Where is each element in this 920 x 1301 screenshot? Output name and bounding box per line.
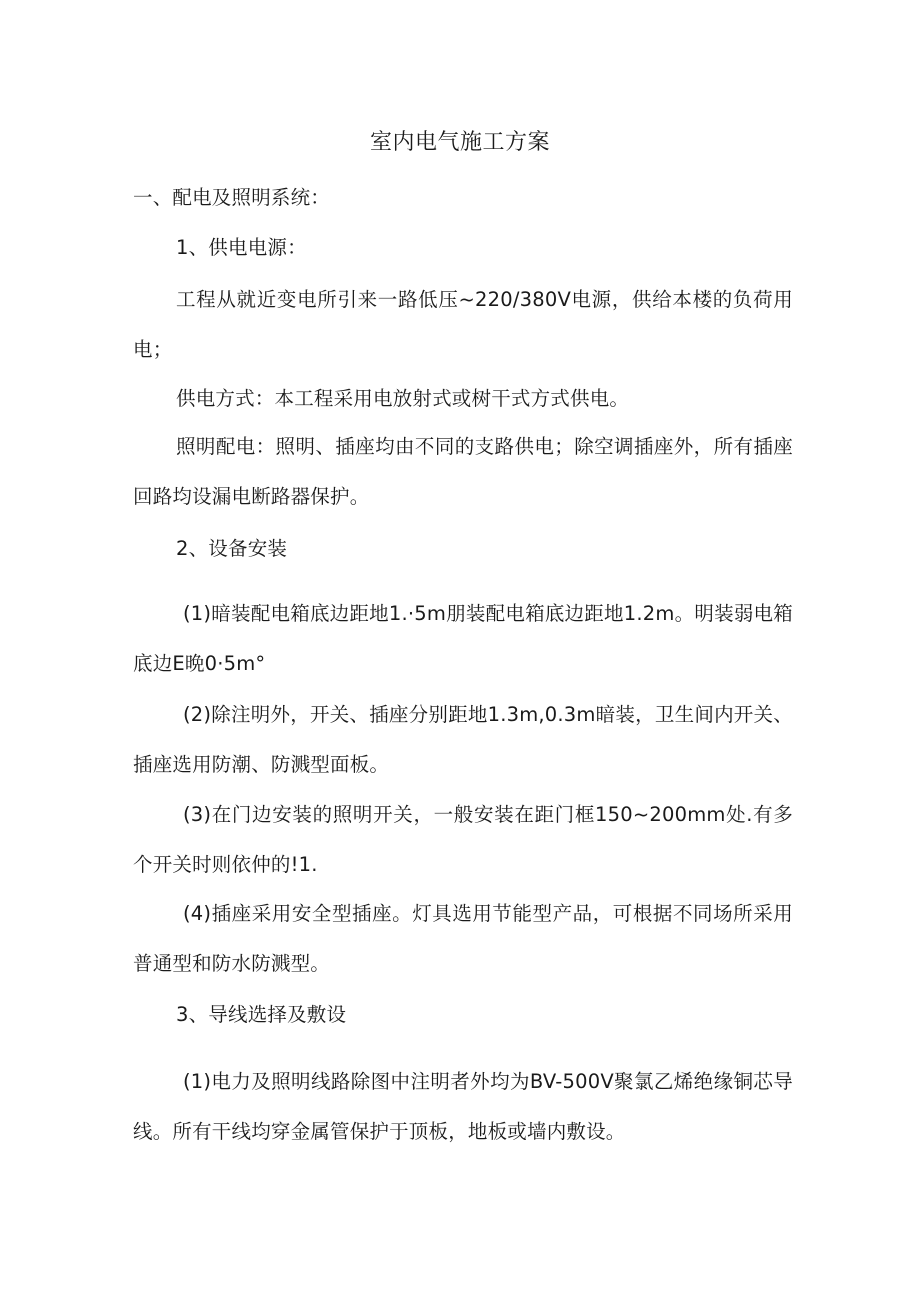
document-title: 室内电气施工方案: [369, 130, 550, 155]
paragraph-equipment-item-4: (4)插座采用安全型插座。灯具选用节能型产品，可根据不同场所采用普通型和防水防溅型。: [133, 902, 793, 975]
paragraph-equipment-item-3: (3)在门边安装的照明开关，一般安装在距门框150~200mm处.有多个开关时则依仲的!1.: [133, 803, 793, 876]
subsection-heading-power-supply: 1、供电电源：: [176, 236, 307, 259]
paragraph-equipment-item-1: (1)暗装配电箱底边距地1.·5m朋装配电箱底边距地1.2m。明装弱电箱底边E晩0·5m°: [133, 602, 793, 675]
subsection-heading-wiring: 3、导线选择及敷设: [176, 1003, 347, 1026]
subsection-heading-equipment-installation: 2、设备安装: [176, 537, 288, 560]
paragraph-lighting-distribution: 照明配电：照明、插座均由不同的支路供电；除空调插座外，所有插座回路均设漏电断路器保护。: [133, 435, 793, 508]
paragraph-equipment-item-2: (2)除注明外，开关、插座分别距地1.3m,0.3m暗装，卫生间内开关、插座选用防潮、防溅型面板。: [133, 703, 793, 776]
section-heading-power-lighting: 一、配电及照明系统：: [133, 186, 331, 209]
paragraph-power-source: 工程从就近变电所引来一路低压~220/380V电源，供给本楼的负荷用电；: [133, 288, 793, 361]
paragraph-wiring-item-1: (1)电力及照明线路除图中注明者外均为BV-500V聚氯乙烯绝缘铜芯导线。所有干线均穿金属管保护于顶板，地板或墙内敷设。: [133, 1070, 793, 1143]
paragraph-supply-method: 供电方式：本工程采用电放射式或树干式方式供电。: [176, 387, 630, 410]
